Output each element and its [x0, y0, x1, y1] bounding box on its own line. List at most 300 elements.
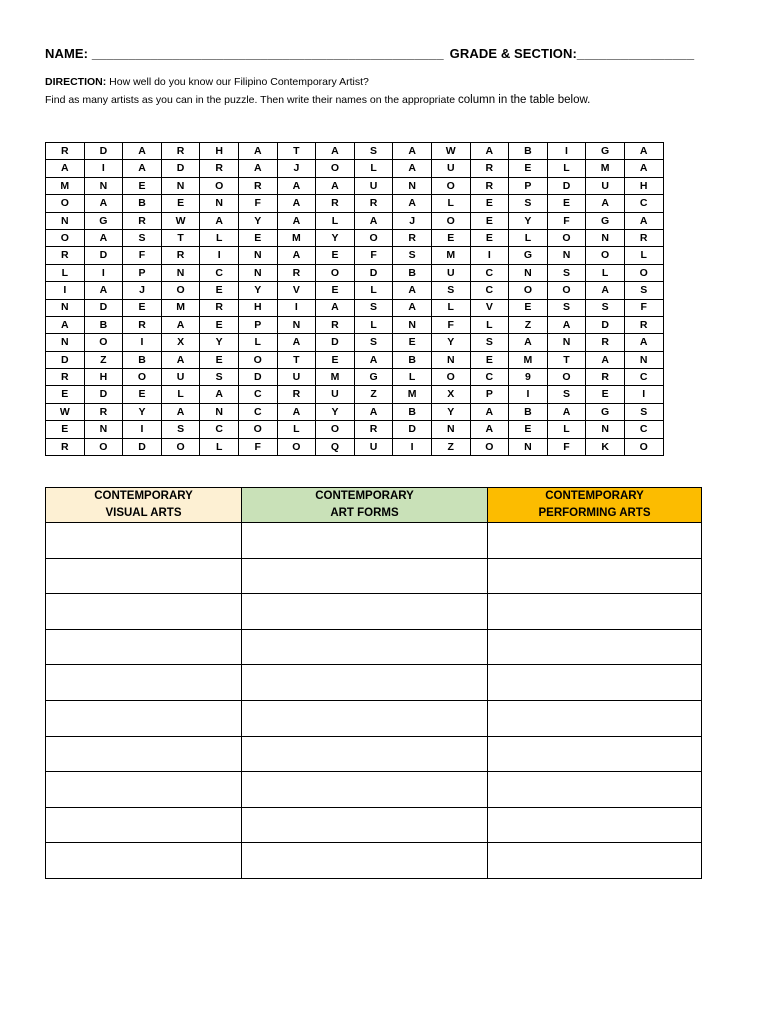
puzzle-cell[interactable]: F	[547, 212, 586, 229]
puzzle-cell[interactable]: I	[46, 282, 85, 299]
puzzle-cell[interactable]: O	[46, 229, 85, 246]
puzzle-cell[interactable]: R	[624, 229, 663, 246]
puzzle-cell[interactable]: K	[586, 438, 625, 455]
puzzle-cell[interactable]: O	[84, 438, 123, 455]
puzzle-cell[interactable]: O	[316, 264, 355, 281]
puzzle-cell[interactable]: E	[470, 229, 509, 246]
puzzle-cell[interactable]: B	[393, 351, 432, 368]
puzzle-cell[interactable]: I	[84, 160, 123, 177]
puzzle-cell[interactable]: F	[123, 247, 162, 264]
puzzle-cell[interactable]: O	[431, 369, 470, 386]
puzzle-cell[interactable]: S	[624, 282, 663, 299]
puzzle-cell[interactable]: A	[277, 403, 316, 420]
puzzle-cell[interactable]: F	[354, 247, 393, 264]
puzzle-cell[interactable]: N	[509, 264, 548, 281]
puzzle-cell[interactable]: E	[470, 351, 509, 368]
puzzle-cell[interactable]: M	[586, 160, 625, 177]
answer-cell[interactable]	[242, 843, 488, 879]
puzzle-cell[interactable]: L	[46, 264, 85, 281]
puzzle-cell[interactable]: A	[509, 334, 548, 351]
puzzle-cell[interactable]: H	[200, 143, 239, 160]
puzzle-cell[interactable]: A	[277, 247, 316, 264]
puzzle-cell[interactable]: N	[200, 195, 239, 212]
puzzle-cell[interactable]: U	[354, 438, 393, 455]
puzzle-cell[interactable]: D	[123, 438, 162, 455]
puzzle-cell[interactable]: A	[354, 212, 393, 229]
answer-cell[interactable]	[488, 700, 702, 736]
puzzle-cell[interactable]: Y	[200, 334, 239, 351]
puzzle-cell[interactable]: N	[624, 351, 663, 368]
puzzle-cell[interactable]: W	[46, 403, 85, 420]
puzzle-cell[interactable]: N	[393, 316, 432, 333]
puzzle-cell[interactable]: Y	[509, 212, 548, 229]
puzzle-cell[interactable]: A	[161, 351, 200, 368]
puzzle-cell[interactable]: A	[470, 143, 509, 160]
puzzle-cell[interactable]: P	[470, 386, 509, 403]
puzzle-cell[interactable]: D	[393, 421, 432, 438]
puzzle-cell[interactable]: P	[123, 264, 162, 281]
puzzle-cell[interactable]: O	[354, 229, 393, 246]
puzzle-cell[interactable]: A	[393, 195, 432, 212]
puzzle-cell[interactable]: E	[470, 195, 509, 212]
puzzle-cell[interactable]: J	[277, 160, 316, 177]
puzzle-cell[interactable]: V	[277, 282, 316, 299]
puzzle-cell[interactable]: B	[393, 403, 432, 420]
puzzle-cell[interactable]: U	[316, 386, 355, 403]
puzzle-cell[interactable]: A	[161, 316, 200, 333]
puzzle-cell[interactable]: G	[586, 143, 625, 160]
puzzle-cell[interactable]: S	[547, 264, 586, 281]
puzzle-cell[interactable]: A	[547, 316, 586, 333]
puzzle-cell[interactable]: A	[547, 403, 586, 420]
puzzle-cell[interactable]: R	[470, 177, 509, 194]
puzzle-cell[interactable]: F	[431, 316, 470, 333]
puzzle-cell[interactable]: O	[431, 177, 470, 194]
puzzle-cell[interactable]: A	[470, 421, 509, 438]
puzzle-cell[interactable]: N	[238, 264, 277, 281]
puzzle-cell[interactable]: N	[46, 212, 85, 229]
puzzle-cell[interactable]: O	[470, 438, 509, 455]
puzzle-cell[interactable]: J	[123, 282, 162, 299]
puzzle-cell[interactable]: M	[393, 386, 432, 403]
puzzle-cell[interactable]: L	[509, 229, 548, 246]
answer-cell[interactable]	[46, 772, 242, 808]
puzzle-cell[interactable]: I	[624, 386, 663, 403]
puzzle-cell[interactable]: N	[46, 299, 85, 316]
puzzle-cell[interactable]: O	[624, 264, 663, 281]
puzzle-cell[interactable]: S	[586, 299, 625, 316]
answer-cell[interactable]	[488, 523, 702, 559]
puzzle-cell[interactable]: R	[161, 143, 200, 160]
puzzle-cell[interactable]: G	[354, 369, 393, 386]
puzzle-cell[interactable]: C	[470, 264, 509, 281]
puzzle-cell[interactable]: I	[393, 438, 432, 455]
puzzle-cell[interactable]: Z	[84, 351, 123, 368]
puzzle-cell[interactable]: R	[277, 386, 316, 403]
puzzle-cell[interactable]: P	[509, 177, 548, 194]
puzzle-cell[interactable]: 9	[509, 369, 548, 386]
puzzle-cell[interactable]: L	[354, 160, 393, 177]
puzzle-cell[interactable]: E	[393, 334, 432, 351]
answer-cell[interactable]	[46, 736, 242, 772]
puzzle-cell[interactable]: L	[431, 299, 470, 316]
puzzle-cell[interactable]: L	[277, 421, 316, 438]
puzzle-cell[interactable]: W	[431, 143, 470, 160]
puzzle-cell[interactable]: T	[547, 351, 586, 368]
puzzle-cell[interactable]: S	[393, 247, 432, 264]
puzzle-cell[interactable]: M	[277, 229, 316, 246]
puzzle-cell[interactable]: E	[123, 177, 162, 194]
puzzle-cell[interactable]: O	[123, 369, 162, 386]
puzzle-cell[interactable]: T	[277, 143, 316, 160]
puzzle-cell[interactable]: O	[161, 438, 200, 455]
puzzle-cell[interactable]: D	[84, 386, 123, 403]
puzzle-cell[interactable]: L	[586, 264, 625, 281]
puzzle-cell[interactable]: R	[316, 195, 355, 212]
puzzle-cell[interactable]: A	[84, 229, 123, 246]
answer-cell[interactable]	[242, 700, 488, 736]
puzzle-cell[interactable]: A	[393, 160, 432, 177]
puzzle-cell[interactable]: R	[624, 316, 663, 333]
puzzle-cell[interactable]: L	[200, 229, 239, 246]
puzzle-cell[interactable]: S	[161, 421, 200, 438]
puzzle-cell[interactable]: E	[316, 282, 355, 299]
puzzle-cell[interactable]: G	[586, 403, 625, 420]
puzzle-cell[interactable]: A	[316, 299, 355, 316]
puzzle-cell[interactable]: A	[586, 351, 625, 368]
puzzle-cell[interactable]: U	[586, 177, 625, 194]
puzzle-cell[interactable]: N	[161, 264, 200, 281]
puzzle-cell[interactable]: O	[547, 369, 586, 386]
puzzle-cell[interactable]: R	[200, 299, 239, 316]
puzzle-cell[interactable]: C	[200, 264, 239, 281]
puzzle-cell[interactable]: O	[509, 282, 548, 299]
puzzle-cell[interactable]: Y	[316, 229, 355, 246]
puzzle-cell[interactable]: G	[509, 247, 548, 264]
puzzle-cell[interactable]: J	[393, 212, 432, 229]
puzzle-cell[interactable]: A	[624, 334, 663, 351]
puzzle-cell[interactable]: A	[84, 195, 123, 212]
puzzle-cell[interactable]: F	[238, 438, 277, 455]
puzzle-cell[interactable]: A	[624, 160, 663, 177]
puzzle-cell[interactable]: R	[470, 160, 509, 177]
puzzle-cell[interactable]: N	[586, 421, 625, 438]
puzzle-cell[interactable]: T	[161, 229, 200, 246]
puzzle-cell[interactable]: R	[354, 421, 393, 438]
puzzle-cell[interactable]: I	[123, 421, 162, 438]
answer-cell[interactable]	[242, 523, 488, 559]
puzzle-cell[interactable]: U	[354, 177, 393, 194]
puzzle-cell[interactable]: A	[393, 282, 432, 299]
puzzle-cell[interactable]: A	[84, 282, 123, 299]
puzzle-cell[interactable]: C	[238, 403, 277, 420]
puzzle-cell[interactable]: C	[624, 421, 663, 438]
puzzle-cell[interactable]: D	[547, 177, 586, 194]
puzzle-cell[interactable]: E	[238, 229, 277, 246]
puzzle-cell[interactable]: L	[354, 316, 393, 333]
puzzle-cell[interactable]: S	[547, 386, 586, 403]
puzzle-cell[interactable]: A	[277, 212, 316, 229]
puzzle-cell[interactable]: N	[84, 421, 123, 438]
puzzle-cell[interactable]: E	[547, 195, 586, 212]
puzzle-cell[interactable]: A	[46, 316, 85, 333]
answer-cell[interactable]	[488, 807, 702, 843]
puzzle-cell[interactable]: R	[46, 143, 85, 160]
puzzle-cell[interactable]: D	[84, 143, 123, 160]
puzzle-cell[interactable]: D	[46, 351, 85, 368]
puzzle-cell[interactable]: E	[200, 351, 239, 368]
puzzle-cell[interactable]: A	[123, 143, 162, 160]
puzzle-cell[interactable]: N	[46, 334, 85, 351]
puzzle-cell[interactable]: A	[354, 351, 393, 368]
answer-cell[interactable]	[46, 594, 242, 630]
puzzle-cell[interactable]: O	[547, 282, 586, 299]
puzzle-cell[interactable]: F	[547, 438, 586, 455]
puzzle-cell[interactable]: E	[431, 229, 470, 246]
puzzle-cell[interactable]: S	[200, 369, 239, 386]
puzzle-cell[interactable]: N	[547, 334, 586, 351]
answer-cell[interactable]	[488, 629, 702, 665]
puzzle-cell[interactable]: S	[431, 282, 470, 299]
puzzle-cell[interactable]: N	[509, 438, 548, 455]
puzzle-cell[interactable]: I	[123, 334, 162, 351]
puzzle-cell[interactable]: O	[277, 438, 316, 455]
puzzle-cell[interactable]: M	[161, 299, 200, 316]
puzzle-cell[interactable]: A	[393, 299, 432, 316]
puzzle-cell[interactable]: Y	[316, 403, 355, 420]
puzzle-cell[interactable]: D	[84, 299, 123, 316]
puzzle-cell[interactable]: H	[238, 299, 277, 316]
puzzle-cell[interactable]: R	[393, 229, 432, 246]
puzzle-cell[interactable]: R	[354, 195, 393, 212]
puzzle-cell[interactable]: Y	[123, 403, 162, 420]
puzzle-cell[interactable]: D	[316, 334, 355, 351]
puzzle-cell[interactable]: R	[123, 212, 162, 229]
name-field[interactable]: NAME: ________________________________________________	[45, 46, 444, 61]
answer-cell[interactable]	[46, 558, 242, 594]
puzzle-cell[interactable]: N	[431, 421, 470, 438]
puzzle-cell[interactable]: A	[316, 143, 355, 160]
puzzle-cell[interactable]: A	[46, 160, 85, 177]
puzzle-cell[interactable]: A	[316, 177, 355, 194]
answer-cell[interactable]	[488, 843, 702, 879]
puzzle-cell[interactable]: N	[431, 351, 470, 368]
puzzle-cell[interactable]: S	[547, 299, 586, 316]
puzzle-cell[interactable]: U	[161, 369, 200, 386]
puzzle-cell[interactable]: A	[161, 403, 200, 420]
puzzle-cell[interactable]: C	[470, 369, 509, 386]
puzzle-cell[interactable]: R	[84, 403, 123, 420]
puzzle-cell[interactable]: M	[509, 351, 548, 368]
puzzle-cell[interactable]: R	[586, 334, 625, 351]
puzzle-cell[interactable]: L	[547, 160, 586, 177]
puzzle-cell[interactable]: M	[316, 369, 355, 386]
puzzle-cell[interactable]: N	[547, 247, 586, 264]
answer-cell[interactable]	[46, 843, 242, 879]
puzzle-cell[interactable]: O	[238, 351, 277, 368]
puzzle-cell[interactable]: A	[277, 195, 316, 212]
puzzle-cell[interactable]: U	[277, 369, 316, 386]
answer-cell[interactable]	[242, 558, 488, 594]
puzzle-cell[interactable]: C	[624, 369, 663, 386]
puzzle-cell[interactable]: B	[123, 195, 162, 212]
puzzle-cell[interactable]: O	[316, 160, 355, 177]
puzzle-cell[interactable]: A	[624, 212, 663, 229]
puzzle-cell[interactable]: F	[238, 195, 277, 212]
grade-section-field[interactable]: GRADE & SECTION:________________	[449, 46, 695, 61]
puzzle-cell[interactable]: O	[84, 334, 123, 351]
answer-cell[interactable]	[46, 665, 242, 701]
puzzle-cell[interactable]: B	[509, 143, 548, 160]
puzzle-cell[interactable]: B	[123, 351, 162, 368]
puzzle-cell[interactable]: E	[200, 282, 239, 299]
puzzle-cell[interactable]: E	[316, 351, 355, 368]
puzzle-cell[interactable]: E	[46, 386, 85, 403]
puzzle-cell[interactable]: I	[200, 247, 239, 264]
puzzle-cell[interactable]: A	[238, 143, 277, 160]
puzzle-cell[interactable]: L	[393, 369, 432, 386]
puzzle-cell[interactable]: D	[161, 160, 200, 177]
puzzle-cell[interactable]: S	[509, 195, 548, 212]
puzzle-cell[interactable]: D	[354, 264, 393, 281]
puzzle-cell[interactable]: E	[316, 247, 355, 264]
puzzle-cell[interactable]: L	[431, 195, 470, 212]
puzzle-cell[interactable]: N	[586, 229, 625, 246]
puzzle-cell[interactable]: M	[46, 177, 85, 194]
puzzle-cell[interactable]: A	[238, 160, 277, 177]
puzzle-cell[interactable]: O	[547, 229, 586, 246]
puzzle-cell[interactable]: B	[393, 264, 432, 281]
answer-cell[interactable]	[242, 772, 488, 808]
puzzle-cell[interactable]: S	[123, 229, 162, 246]
puzzle-cell[interactable]: C	[238, 386, 277, 403]
puzzle-cell[interactable]: L	[161, 386, 200, 403]
puzzle-cell[interactable]: A	[393, 143, 432, 160]
puzzle-cell[interactable]: L	[624, 247, 663, 264]
answer-cell[interactable]	[46, 807, 242, 843]
puzzle-cell[interactable]: R	[123, 316, 162, 333]
answer-cell[interactable]	[46, 629, 242, 665]
puzzle-cell[interactable]: A	[277, 334, 316, 351]
puzzle-cell[interactable]: I	[84, 264, 123, 281]
answer-cell[interactable]	[242, 594, 488, 630]
puzzle-cell[interactable]: N	[161, 177, 200, 194]
puzzle-cell[interactable]: E	[470, 212, 509, 229]
puzzle-cell[interactable]: N	[200, 403, 239, 420]
puzzle-cell[interactable]: Z	[431, 438, 470, 455]
answer-cell[interactable]	[242, 736, 488, 772]
puzzle-cell[interactable]: N	[277, 316, 316, 333]
puzzle-cell[interactable]: R	[277, 264, 316, 281]
answer-cell[interactable]	[488, 665, 702, 701]
puzzle-cell[interactable]: S	[624, 403, 663, 420]
puzzle-cell[interactable]: V	[470, 299, 509, 316]
puzzle-cell[interactable]: O	[200, 177, 239, 194]
answer-cell[interactable]	[488, 772, 702, 808]
puzzle-cell[interactable]: A	[354, 403, 393, 420]
puzzle-cell[interactable]: O	[624, 438, 663, 455]
puzzle-cell[interactable]: A	[200, 212, 239, 229]
puzzle-cell[interactable]: D	[238, 369, 277, 386]
puzzle-cell[interactable]: O	[431, 212, 470, 229]
puzzle-cell[interactable]: O	[238, 421, 277, 438]
puzzle-cell[interactable]: Z	[509, 316, 548, 333]
puzzle-cell[interactable]: L	[354, 282, 393, 299]
answer-cell[interactable]	[488, 594, 702, 630]
puzzle-cell[interactable]: D	[586, 316, 625, 333]
answer-cell[interactable]	[46, 700, 242, 736]
puzzle-cell[interactable]: W	[161, 212, 200, 229]
puzzle-cell[interactable]: Y	[431, 334, 470, 351]
puzzle-cell[interactable]: T	[277, 351, 316, 368]
puzzle-cell[interactable]: L	[200, 438, 239, 455]
puzzle-cell[interactable]: G	[84, 212, 123, 229]
puzzle-cell[interactable]: R	[161, 247, 200, 264]
puzzle-cell[interactable]: L	[238, 334, 277, 351]
puzzle-cell[interactable]: I	[277, 299, 316, 316]
puzzle-cell[interactable]: R	[586, 369, 625, 386]
answer-cell[interactable]	[46, 523, 242, 559]
puzzle-cell[interactable]: E	[123, 386, 162, 403]
puzzle-cell[interactable]: I	[547, 143, 586, 160]
puzzle-cell[interactable]: H	[84, 369, 123, 386]
puzzle-cell[interactable]: X	[161, 334, 200, 351]
puzzle-cell[interactable]: E	[509, 421, 548, 438]
puzzle-cell[interactable]: H	[624, 177, 663, 194]
puzzle-cell[interactable]: D	[84, 247, 123, 264]
puzzle-cell[interactable]: B	[84, 316, 123, 333]
puzzle-cell[interactable]: S	[470, 334, 509, 351]
puzzle-cell[interactable]: L	[470, 316, 509, 333]
puzzle-cell[interactable]: A	[624, 143, 663, 160]
puzzle-cell[interactable]: A	[586, 195, 625, 212]
puzzle-cell[interactable]: M	[431, 247, 470, 264]
puzzle-cell[interactable]: X	[431, 386, 470, 403]
puzzle-cell[interactable]: A	[470, 403, 509, 420]
puzzle-cell[interactable]: A	[200, 386, 239, 403]
puzzle-cell[interactable]: R	[316, 316, 355, 333]
puzzle-cell[interactable]: N	[393, 177, 432, 194]
puzzle-cell[interactable]: N	[238, 247, 277, 264]
puzzle-cell[interactable]: O	[46, 195, 85, 212]
puzzle-cell[interactable]: L	[316, 212, 355, 229]
puzzle-cell[interactable]: O	[161, 282, 200, 299]
puzzle-cell[interactable]: E	[586, 386, 625, 403]
puzzle-cell[interactable]: I	[509, 386, 548, 403]
puzzle-cell[interactable]: S	[354, 299, 393, 316]
answer-cell[interactable]	[242, 665, 488, 701]
puzzle-cell[interactable]: E	[200, 316, 239, 333]
puzzle-cell[interactable]: I	[470, 247, 509, 264]
puzzle-cell[interactable]: C	[470, 282, 509, 299]
puzzle-cell[interactable]: U	[431, 264, 470, 281]
puzzle-cell[interactable]: E	[509, 299, 548, 316]
puzzle-cell[interactable]: A	[586, 282, 625, 299]
puzzle-cell[interactable]: S	[354, 334, 393, 351]
puzzle-cell[interactable]: A	[123, 160, 162, 177]
puzzle-cell[interactable]: Y	[238, 212, 277, 229]
puzzle-cell[interactable]: Y	[431, 403, 470, 420]
puzzle-cell[interactable]: N	[84, 177, 123, 194]
puzzle-cell[interactable]: L	[547, 421, 586, 438]
puzzle-cell[interactable]: E	[46, 421, 85, 438]
answer-cell[interactable]	[242, 629, 488, 665]
puzzle-cell[interactable]: R	[200, 160, 239, 177]
puzzle-cell[interactable]: E	[161, 195, 200, 212]
puzzle-cell[interactable]: S	[354, 143, 393, 160]
puzzle-cell[interactable]: G	[586, 212, 625, 229]
puzzle-cell[interactable]: R	[46, 438, 85, 455]
